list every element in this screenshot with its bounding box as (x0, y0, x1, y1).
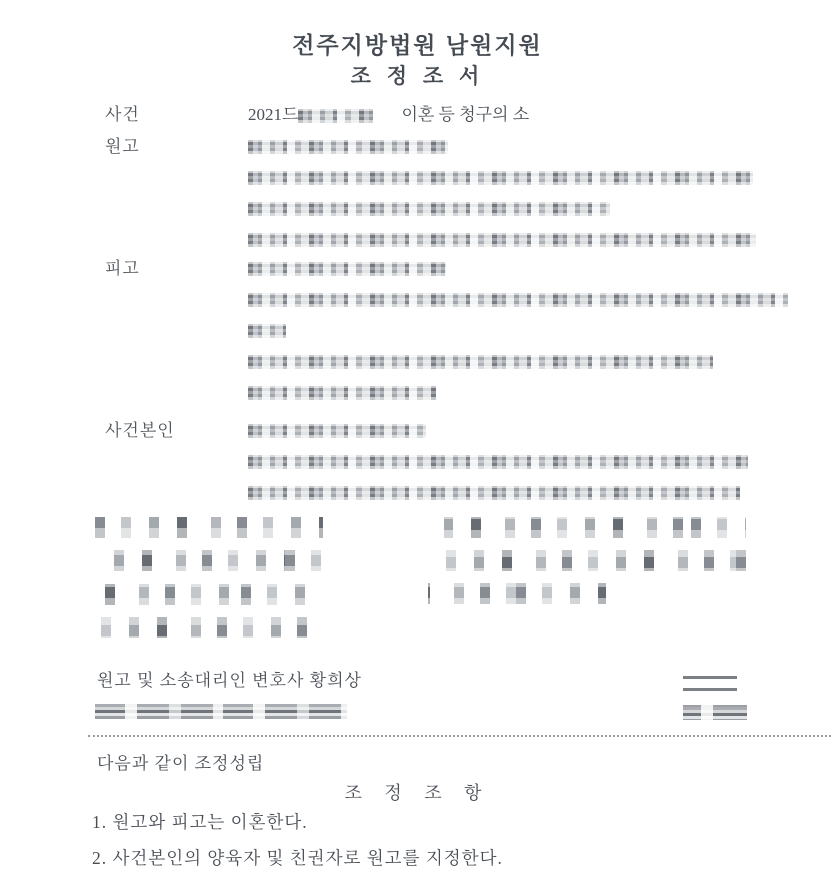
settlement-intro: 다음과 같이 조정성립 (97, 754, 265, 773)
redacted-name-rrn (248, 262, 446, 276)
field-plaintiff (105, 131, 809, 255)
redacted-line (248, 315, 788, 346)
redacted-registry (248, 202, 610, 216)
case-name: 이혼 등 청구의 소 (401, 105, 530, 124)
redacted-service-address (248, 386, 436, 400)
field-defendant (105, 253, 809, 408)
redacted-defendant-attendance-line (95, 704, 347, 719)
redacted-public-row (428, 583, 606, 604)
plaintiff-attendance-line: 원고 및 소송대리인 변호사 황희상 (97, 671, 362, 690)
minor-label: 사건본인 (105, 421, 175, 440)
defendant-label: 피고 (105, 259, 140, 278)
redacted-line (248, 477, 748, 508)
redacted-address (248, 455, 748, 469)
redacted-line (248, 415, 748, 446)
case-number-prefix: 2021드 (248, 105, 299, 124)
minor-details (248, 415, 748, 508)
document-header (0, 30, 835, 92)
redacted-clerk-row (95, 584, 313, 605)
case-label: 사건 (105, 105, 140, 124)
redacted-line (248, 377, 788, 408)
redacted-clerk-row (95, 617, 317, 638)
redacted-service-address (248, 233, 756, 247)
redacted-line (248, 193, 756, 224)
redacted-line (248, 253, 788, 284)
clause-heading: 조 정 조 항 (344, 783, 491, 803)
clause-item-2: 2. 사건본인의 양육자 및 친권자로 원고를 지정한다. (92, 848, 503, 868)
defendant-details (248, 253, 788, 408)
redacted-judge-row (98, 550, 323, 571)
court-name: 전주지방법원 남원지원 (292, 32, 543, 58)
redacted-date-row (444, 517, 746, 538)
field-minor (105, 415, 809, 508)
redacted-line (248, 346, 788, 377)
redacted-address (248, 171, 753, 185)
plaintiff-label: 원고 (105, 137, 140, 156)
document-title: 조 정 조 서 (350, 65, 485, 88)
redacted-address-cont (248, 324, 286, 338)
redacted-name-rrn (248, 140, 448, 154)
redacted-registry (248, 486, 740, 500)
redacted-place-row (430, 550, 746, 571)
redacted-line (248, 284, 788, 315)
redacted-name-rrn (248, 424, 426, 438)
redacted-line (248, 131, 756, 162)
redacted-registry (248, 355, 713, 369)
redacted-line (248, 446, 748, 477)
dotted-divider (88, 735, 831, 737)
redacted-line (248, 224, 756, 255)
field-case (105, 99, 809, 130)
redacted-attendance-mark (683, 705, 747, 720)
redacted-address (248, 293, 788, 307)
clause-item-1: 1. 원고와 피고는 이혼한다. (92, 812, 308, 832)
plaintiff-details (248, 131, 756, 255)
redacted-case-number (298, 109, 373, 123)
redacted-line (248, 162, 756, 193)
case-value (248, 99, 529, 130)
redacted-attendance-mark (683, 676, 737, 691)
redacted-judge-row (95, 517, 323, 538)
